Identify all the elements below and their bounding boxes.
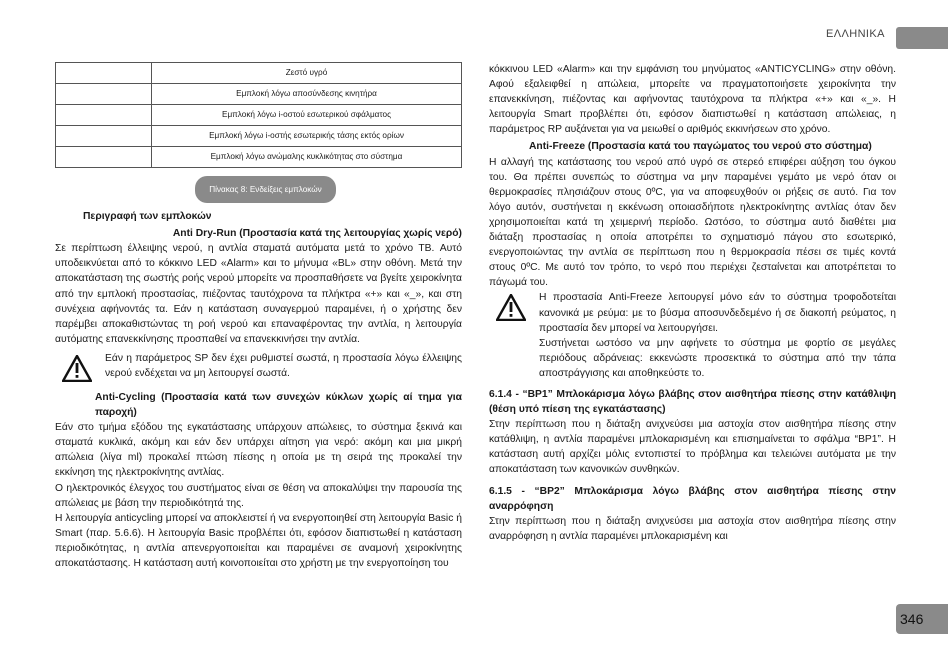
left-column [55, 62, 462, 571]
section-title: Περιγραφή των εμπλοκών [83, 211, 212, 223]
table-cell: Εμπλοκή λόγω i-οστού εσωτερικού σφάλματος [152, 105, 462, 126]
table-cell: Εμπλοκή λόγω i-οστής εσωτερικής τάσης εκτός ορίων [152, 126, 462, 147]
anti-freeze-heading: Anti-Freeze (Προστασία κατά του παγώματος του νερού στο σύστημα) [529, 141, 872, 153]
anti-cycling-text-3: Η λειτουργία anticycling μπορεί να αποκλειστεί ή να ενεργοποιηθεί στη λειτουργία Basic ή Smart (παρ. 5.6.6). Η λειτουργία Basic προβλέπει ότι, εφόσον διαπιστωθεί η κατάσταση περιοδικότητας, η αντλία απενεργοποιείται και παραμένει σε αναμονή χειροκίνητης αποκατάστασης. Η κατάσταση αυτή κοινοποιείται στο χρήστη με την ενεργοποίηση του [55, 512, 462, 569]
table-cell: Εμπλοκή λόγω ανώμαλης κυκλικότητας στο σύστημα [152, 147, 462, 168]
anti-freeze-warning [489, 290, 896, 381]
language-label: ΕΛΛΗΝΙΚΑ [826, 28, 885, 40]
table-cell: Ζεστό υγρό [152, 63, 462, 84]
bp1-heading: 6.1.4 - “BP1” Μπλοκάρισμα λόγω βλάβης στον αισθητήρα πίεσης στην κατάθλιψη (θέση υπό πίεση της εγκατάστασης) [489, 388, 896, 416]
table-caption: Πίνακας 8: Ενδείξεις εμπλοκών [195, 176, 336, 203]
anti-cycling-continued: κόκκινου LED «Alarm» και την εμφάνιση του μηνύματος «ANTICYCLING» στην οθόνη. Αφού εξαλειφθεί η απώλεια, μπορείτε να πραγματοποιήσετε χειροκίνητα την επανεκκίνηση, πιέζοντας και αφήνοντας ταυτόχρονα τα πλήκτρα «+» και «_». Η λειτουργία Smart προβλέπει ότι, εφόσον διαπιστωθεί η κατάσταση απώλειας, η παράμετρος RP αυξάνεται για να μειωθεί ο αριθμός εκκινήσεων στο χρόνο. [489, 64, 896, 136]
language-tab-marker [896, 27, 948, 49]
anti-freeze-warning-text-2: Συστήνεται ωστόσο να μην αφήνετε το σύστημα με φορτίο σε μεγάλες περιόδους αδράνειας: εκκενώστε προσεκτικά το σύστημα από την τάπα αποστράγγισης και αποθηκεύστε το. [539, 337, 896, 379]
warning-triangle-icon [489, 290, 539, 381]
table-row [56, 147, 462, 168]
bp1-text: Στην περίπτωση που η διάταξη ανιχνεύσει μια αστοχία στον αισθητήρα πίεσης στην κατάθλιψη, η αντλία παραμένει μπλοκαρισμένη και επισημαίνεται το σφάλμα “BP1”. Η κατάσταση αυτή αρχίζει μόλις εντοπιστεί το πρόβλημα και τελειώνει αυτόματα με την αποκατάσταση των κανονικών συνθηκών. [489, 419, 896, 476]
anti-cycling-heading: Anti-Cycling (Προστασία κατά των συνεχών κύκλων χωρίς αί τημα για παροχή) [95, 391, 462, 419]
anti-cycling-text-2: Ο ηλεκτρονικός έλεγχος του συστήματος είναι σε θέση να αποκαλύψει την παρουσία της απώλειας με βάση την περιοδικότητά της. [55, 482, 462, 509]
table-row [56, 84, 462, 105]
anti-freeze-warning-text-1: Η προστασία Anti-Freeze λειτουργεί μόνο εάν το σύστημα τροφοδοτείται κανονικά με ρεύμα: με το βύσμα αποσυνδεδεμένο ή σε διακοπή ρεύματος, η προστασία δεν μπορεί να λειτουργήσει. [539, 292, 896, 334]
anti-freeze-text: Η αλλαγή της κατάστασης του νερού από υγρό σε στερεό επιφέρει αύξηση του όγκου του. Θα πρέπει συνεπώς το σύστημα να μην παραμένει γεμάτο με νερό όταν οι θερμοκρασίες πλησιάζουν στους 0ºC, για να αποφευχθούν οι ρήξεις σε αυτό. Για τον λόγο αυτόν, συστήνεται η εκκένωση οποιασδήποτε ηλεκτροκίνητης αντλίας όταν δεν χρησιμοποιείται κατά τη χειμερινή περίοδο. Ωστόσο, το σύστημα αυτό διαθέτει μια διάταξη προστασίας η οποία αποτρέπει το σχηματισμό πάγου στο εσωτερικό, ενεργοποιώντας την αντλία σε περίπτωση που η θερμοκρασία πέσει σε τιμές κοντά στους 0ºC. Με αυτό τον τρόπο, το νερό που περιέχει ζεσταίνεται και αποτρέπεται το πάγωμά του. [489, 156, 896, 289]
dry-run-text: Σε περίπτωση έλλειψης νερού, η αντλία σταματά αυτόματα μετά το χρόνο TB. Αυτό υποδεικνύεται από το κόκκινο LED «Alarm» και το μήνυμα «BL» στην οθόνη. Μετά την αποκατάσταση της σωστής ροής νερού μπορείτε να προσπαθήσετε να βγείτε χειροκίνητα από την εμπλοκή προστασίας, πιέζοντας ταυτόχρονα τα πλήκτρα «+» και «_», και στη συνέχεια αφήνοντάς τα. Εάν η κατάσταση συναγερμού παραμένει, ή ο χρήστης δεν παρέμβει αποκαθιστώντας τη ροή νερού και επαναφέροντας την αντλία, η λειτουργία αυτόματης επανεκκίνησης προσπαθεί να επανεκκινήσει την αντλία. [55, 243, 462, 345]
dry-run-heading: Anti Dry-Run (Προστασία κατά της λειτουργίας χωρίς νερό) [172, 228, 462, 240]
table-cell: Εμπλοκή λόγω αποσύνδεσης κινητήρα [152, 84, 462, 105]
right-column [489, 62, 896, 544]
table-row [56, 105, 462, 126]
bp2-heading: 6.1.5 - “BP2” Μπλοκάρισμα λόγω βλάβης στον αισθητήρα πίεσης στην αναρρόφηση [489, 485, 896, 512]
table-row [56, 63, 462, 84]
bp2-text: Στην περίπτωση που η διάταξη ανιχνεύσει μια αστοχία στον αισθητήρα πίεσης στην αναρρόφηση η αντλία παραμένει μπλοκαρισμένη και [489, 515, 896, 542]
dry-run-warning-text: Εάν η παράμετρος SP δεν έχει ρυθμιστεί σωστά, η προστασία λόγω έλλειψης νερού ενδέχεται να μη λειτουργεί σωστά. [105, 352, 462, 380]
anti-cycling-text-1: Εάν στο τμήμα εξόδου της εγκατάστασης υπάρχουν απώλειες, το σύστημα ξεκινά και σταματά κυκλικά, ακόμη και εάν δεν υπάρχει αίτηση για νερό: ακόμη και μια μικρή απώλεια (λίγα ml) προκαλεί πτώση πίεσης η οποία με τη σειρά της προκαλεί την εκκίνηση της ηλεκτροκίνητης αντλίας. [55, 422, 462, 479]
page-number: 346 [896, 604, 948, 634]
dry-run-warning [55, 351, 462, 382]
warning-triangle-icon [55, 351, 105, 382]
table-row [56, 126, 462, 147]
indications-table [55, 62, 462, 168]
